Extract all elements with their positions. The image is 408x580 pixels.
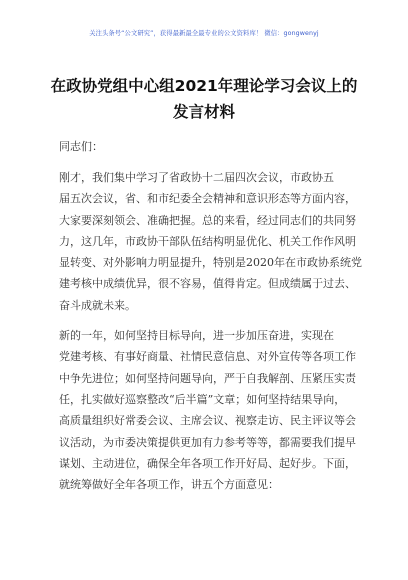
title-line: 在政协党组中心组2021年理论学习会议上的 bbox=[50, 77, 358, 95]
header-note: 关注头条号“公文研究”，获得最新最全最专业的公文资料库！ 微信：gongwenyj bbox=[89, 30, 319, 37]
paragraph-line: 力，这几年，市政协干部队伍结构明显优化、机关工作作风明 bbox=[59, 234, 356, 248]
paragraph-line: 中争先进位；如何坚持问题导向，严于自我解剖、压紧压实责 bbox=[59, 371, 356, 385]
paragraph-line: 议活动，为市委决策提供更加有力参考等等，都需要我们提早 bbox=[59, 435, 356, 449]
paragraph-line: 奋斗成就未来。 bbox=[59, 298, 136, 312]
paragraph-line: 高质量组织好常委会议、主席会议、视察走访、民主评议等会 bbox=[59, 414, 356, 428]
paragraph-line: 党建考核、有事好商量、社情民意信息、对外宣传等各项工作 bbox=[59, 350, 356, 364]
document-body bbox=[59, 136, 362, 504]
paragraph-1 bbox=[59, 167, 362, 316]
paragraph-line: 建考核中成绩优异，很不容易，值得肯定。但成绩属于过去、 bbox=[59, 277, 356, 291]
paragraph-line: 谋划、主动进位，确保全年各项工作开好局、起好步。下面， bbox=[59, 456, 356, 470]
paragraph-line: 就统筹做好全年各项工作，讲五个方面意见： bbox=[59, 478, 279, 492]
salutation: 同志们： bbox=[59, 140, 103, 153]
paragraph-line: 刚才，我们集中学习了省政协十二届四次会议，市政协五 bbox=[59, 171, 334, 184]
paragraph-line: 显转变、对外影响力明显提升，特别是2020年在市政协系统党 bbox=[59, 256, 362, 270]
title-line: 发言材料 bbox=[172, 103, 235, 121]
paragraph-2 bbox=[59, 325, 359, 495]
paragraph-line: 届五次会议，省、和市纪委全会精神和意识形态等方面内容， bbox=[59, 192, 356, 206]
paragraph-line: 大家要深刻领会、准确把握。总的来看，经过同志们的共同努 bbox=[59, 213, 356, 227]
paragraph-line: 新的一年，如何坚持目标导向，进一步加压奋进，实现在 bbox=[59, 329, 334, 343]
paragraph-line: 任，扎实做好巡察整改“后半篇”文章；如何坚持结果导向， bbox=[59, 392, 346, 406]
document-title bbox=[30, 73, 378, 125]
